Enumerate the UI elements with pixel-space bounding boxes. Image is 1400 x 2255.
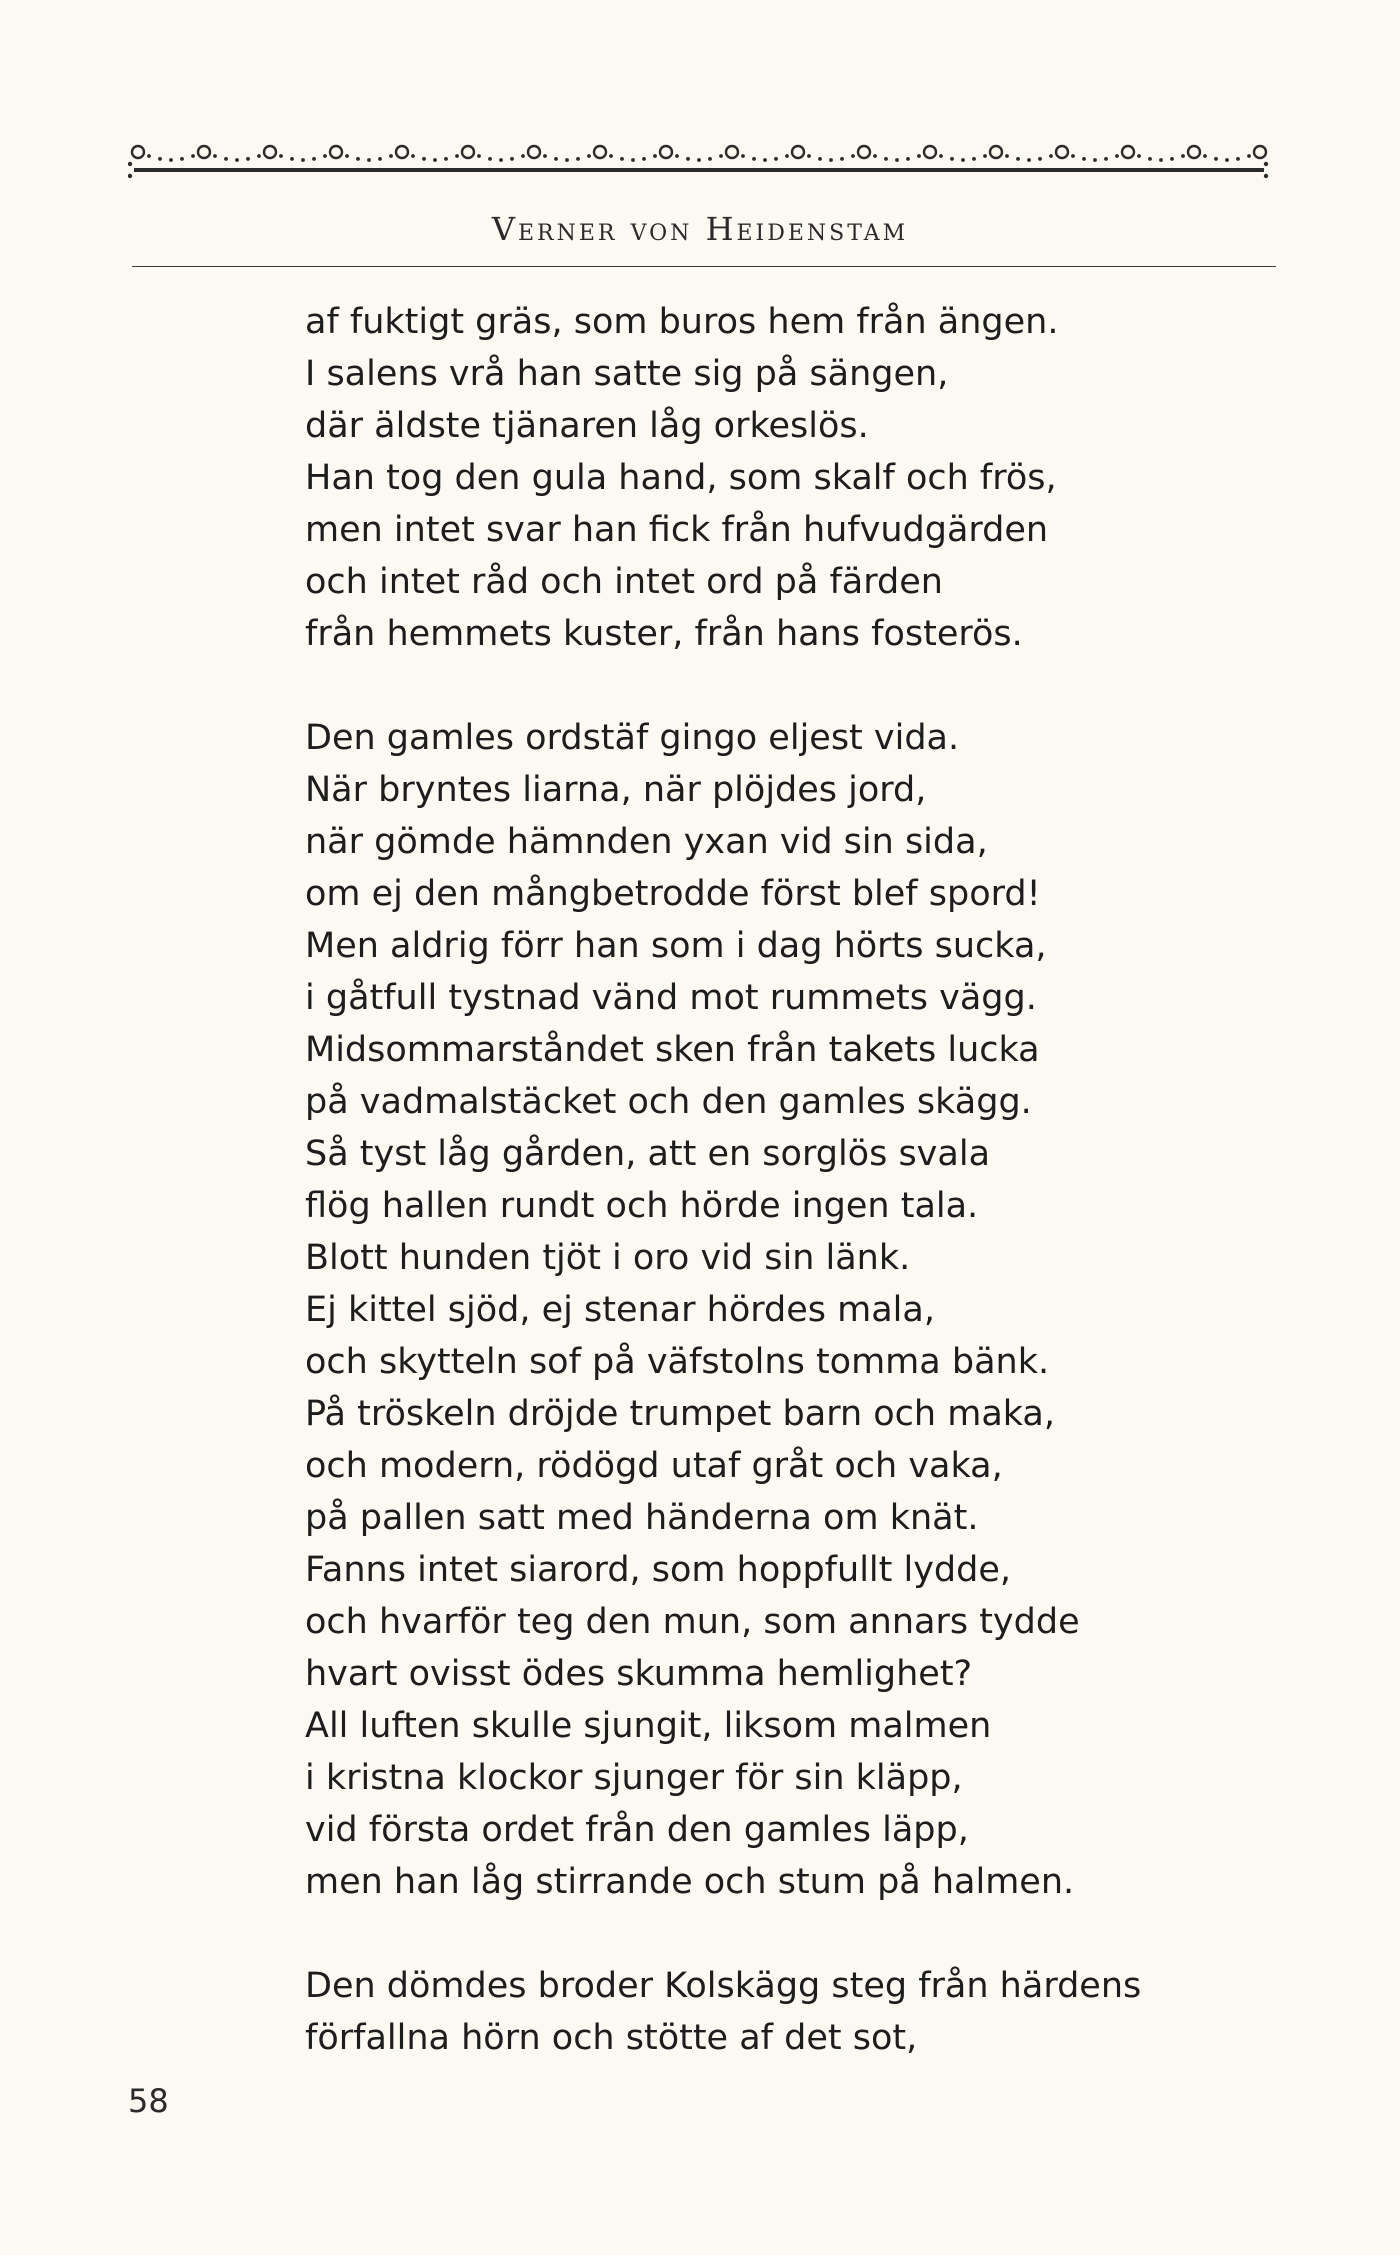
poem-line: i gåtfull tystnad vänd mot rummets vägg. bbox=[305, 978, 1037, 1018]
poem-line: och hvarför teg den mun, som annars tydde bbox=[305, 1602, 1080, 1642]
poem-line: I salens vrå han satte sig på sängen, bbox=[305, 354, 949, 394]
poem-line: men han låg stirrande och stum på halmen. bbox=[305, 1862, 1075, 1902]
ornament-border bbox=[128, 130, 1270, 190]
poem-line: och intet råd och intet ord på färden bbox=[305, 562, 943, 602]
poem-line: på vadmalstäcket och den gamles skägg. bbox=[305, 1082, 1032, 1122]
poem-line: All luften skulle sjungit, liksom malmen bbox=[305, 1706, 992, 1746]
poem-line: och skytteln sof på väfstolns tomma bänk. bbox=[305, 1342, 1050, 1382]
poem-line: där äldste tjänaren låg orkeslös. bbox=[305, 406, 869, 446]
poem-line: Midsommarståndet sken från takets lucka bbox=[305, 1030, 1040, 1070]
poem-line: när gömde hämnden yxan vid sin sida, bbox=[305, 822, 988, 862]
poem-line: på pallen satt med händerna om knät. bbox=[305, 1498, 979, 1538]
stanza bbox=[305, 296, 1245, 660]
poem-line: men intet svar han fick från hufvudgärden bbox=[305, 510, 1049, 550]
poem-line: När bryntes liarna, när plöjdes jord, bbox=[305, 770, 927, 810]
poem-line: vid första ordet från den gamles läpp, bbox=[305, 1810, 969, 1850]
poem-line: Den gamles ordstäf gingo eljest vida. bbox=[305, 718, 960, 758]
stanza bbox=[305, 712, 1245, 1908]
poem-line: från hemmets kuster, från hans fosterös. bbox=[305, 614, 1023, 654]
poem-line: förfallna hörn och stötte af det sot, bbox=[305, 2018, 918, 2058]
poem-line: Så tyst låg gården, att en sorglös svala bbox=[305, 1134, 991, 1174]
poem-line: af fuktigt gräs, som buros hem från ängen. bbox=[305, 302, 1059, 342]
poem-line: Men aldrig förr han som i dag hörts sucka, bbox=[305, 926, 1047, 966]
header-rule bbox=[132, 266, 1276, 267]
poem-body bbox=[305, 296, 1245, 2064]
poem-line: flög hallen rundt och hörde ingen tala. bbox=[305, 1186, 979, 1226]
poem-line: Ej kittel sjöd, ej stenar hördes mala, bbox=[305, 1290, 935, 1330]
poem-line: Han tog den gula hand, som skalf och frös, bbox=[305, 458, 1057, 498]
poem-line: Den dömdes broder Kolskägg steg från härdens bbox=[305, 1966, 1142, 2006]
stanza bbox=[305, 1960, 1245, 2064]
poem-line: Fanns intet siarord, som hoppfullt lydde, bbox=[305, 1550, 1012, 1590]
running-head: Verner von Heidenstam bbox=[491, 210, 909, 248]
poem-line: och modern, rödögd utaf gråt och vaka, bbox=[305, 1446, 1003, 1486]
poem-line: hvart ovisst ödes skumma hemlighet? bbox=[305, 1654, 973, 1694]
poem-line: i kristna klockor sjunger för sin kläpp, bbox=[305, 1758, 963, 1798]
page-number: 58 bbox=[128, 2082, 169, 2120]
poem-line: om ej den mångbetrodde först blef spord! bbox=[305, 874, 1041, 914]
poem-line: Blott hunden tjöt i oro vid sin länk. bbox=[305, 1238, 911, 1278]
poem-line: På tröskeln dröjde trumpet barn och maka, bbox=[305, 1394, 1056, 1434]
